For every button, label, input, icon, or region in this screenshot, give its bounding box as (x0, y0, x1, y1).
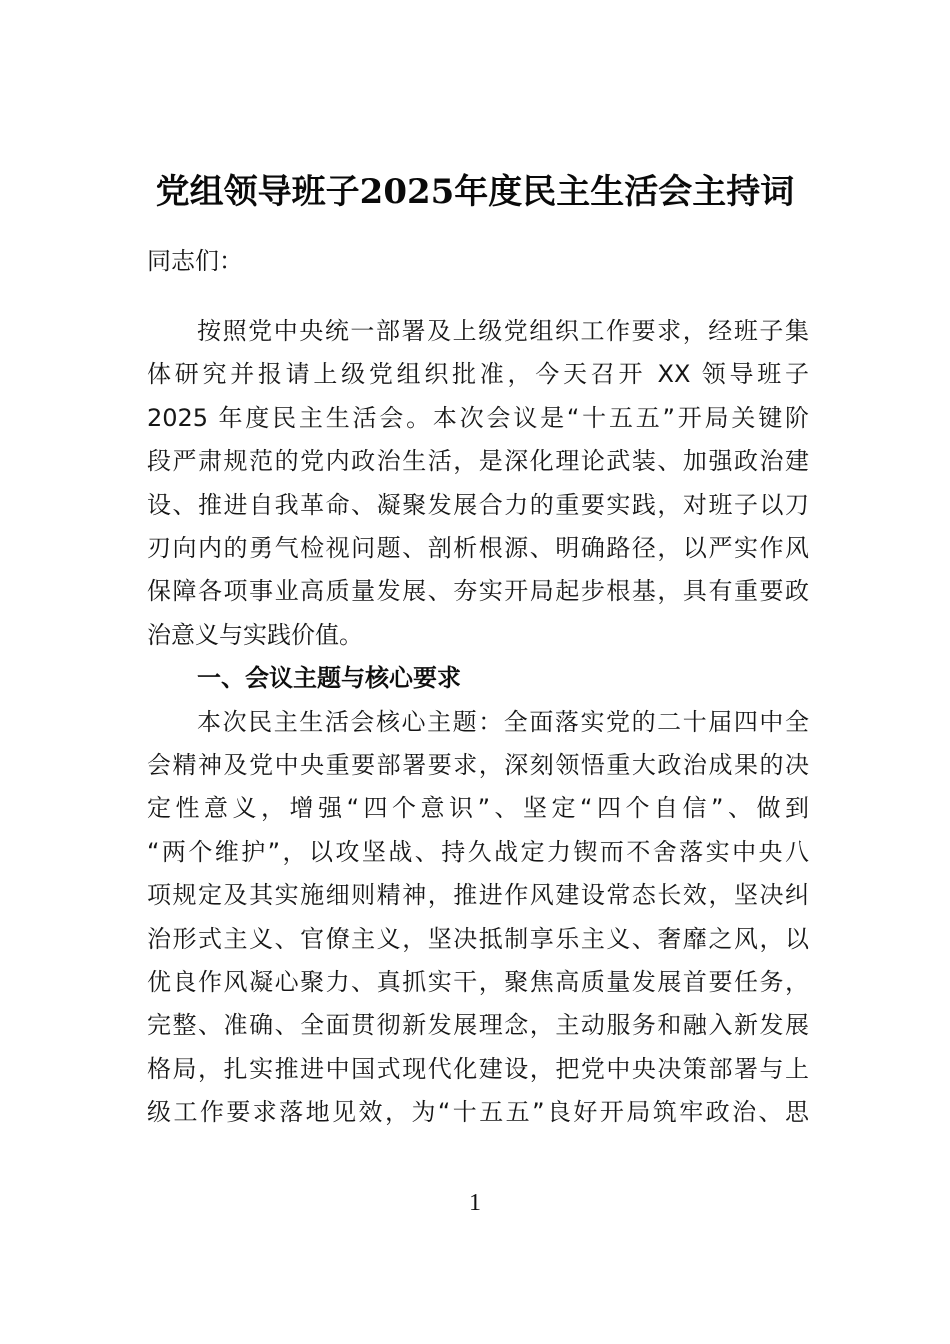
paragraph-line: 保障各项事业高质量发展、夯实开局起步根基，具有重要政 (147, 577, 809, 605)
paragraph-line: 本次民主生活会核心主题：全面落实党的二十届四中全 (197, 708, 809, 736)
paragraph-line: 项规定及其实施细则精神，推进作风建设常态长效，坚决纠 (147, 881, 809, 909)
paragraph-line: 格局，扎实推进中国式现代化建设，把党中央决策部署与上 (147, 1055, 809, 1083)
paragraph-line: 刃向内的勇气检视问题、剖析根源、明确路径，以严实作风 (147, 534, 809, 562)
page-number: 1 (469, 1190, 481, 1216)
paragraph-line: 治意义与实践价值。 (147, 621, 363, 649)
salutation: 同志们： (147, 247, 243, 275)
document-title: 党组领导班子2025年度民主生活会主持词 (155, 172, 795, 212)
paragraph-line: 段严肃规范的党内政治生活，是深化理论武装、加强政治建 (147, 447, 809, 475)
paragraph-line: “两个维护”，以攻坚战、持久战定力锲而不舍落实中央八 (147, 838, 809, 866)
paragraph-line: 定性意义，增强“四个意识”、坚定“四个自信”、做到 (147, 794, 809, 822)
paragraph-line: 治形式主义、官僚主义，坚决抵制享乐主义、奢靡之风，以 (147, 925, 809, 953)
section-heading: 一、会议主题与核心要求 (197, 664, 461, 692)
paragraph-line: 按照党中央统一部署及上级党组织工作要求，经班子集 (197, 317, 809, 345)
paragraph-line: 优良作风凝心聚力、真抓实干，聚焦高质量发展首要任务， (147, 968, 809, 996)
paragraph-line: 体研究并报请上级党组织批准，今天召开 XX 领导班子 (147, 360, 809, 388)
paragraph-line: 会精神及党中央重要部署要求，深刻领悟重大政治成果的决 (147, 751, 809, 779)
paragraph-line: 2025 年度民主生活会。本次会议是“十五五”开局关键阶 (147, 404, 809, 432)
paragraph-line: 级工作要求落地见效，为“十五五”良好开局筑牢政治、思 (147, 1098, 809, 1126)
paragraph-line: 完整、准确、全面贯彻新发展理念，主动服务和融入新发展 (147, 1011, 809, 1039)
paragraph-line: 设、推进自我革命、凝聚发展合力的重要实践，对班子以刀 (147, 491, 809, 519)
